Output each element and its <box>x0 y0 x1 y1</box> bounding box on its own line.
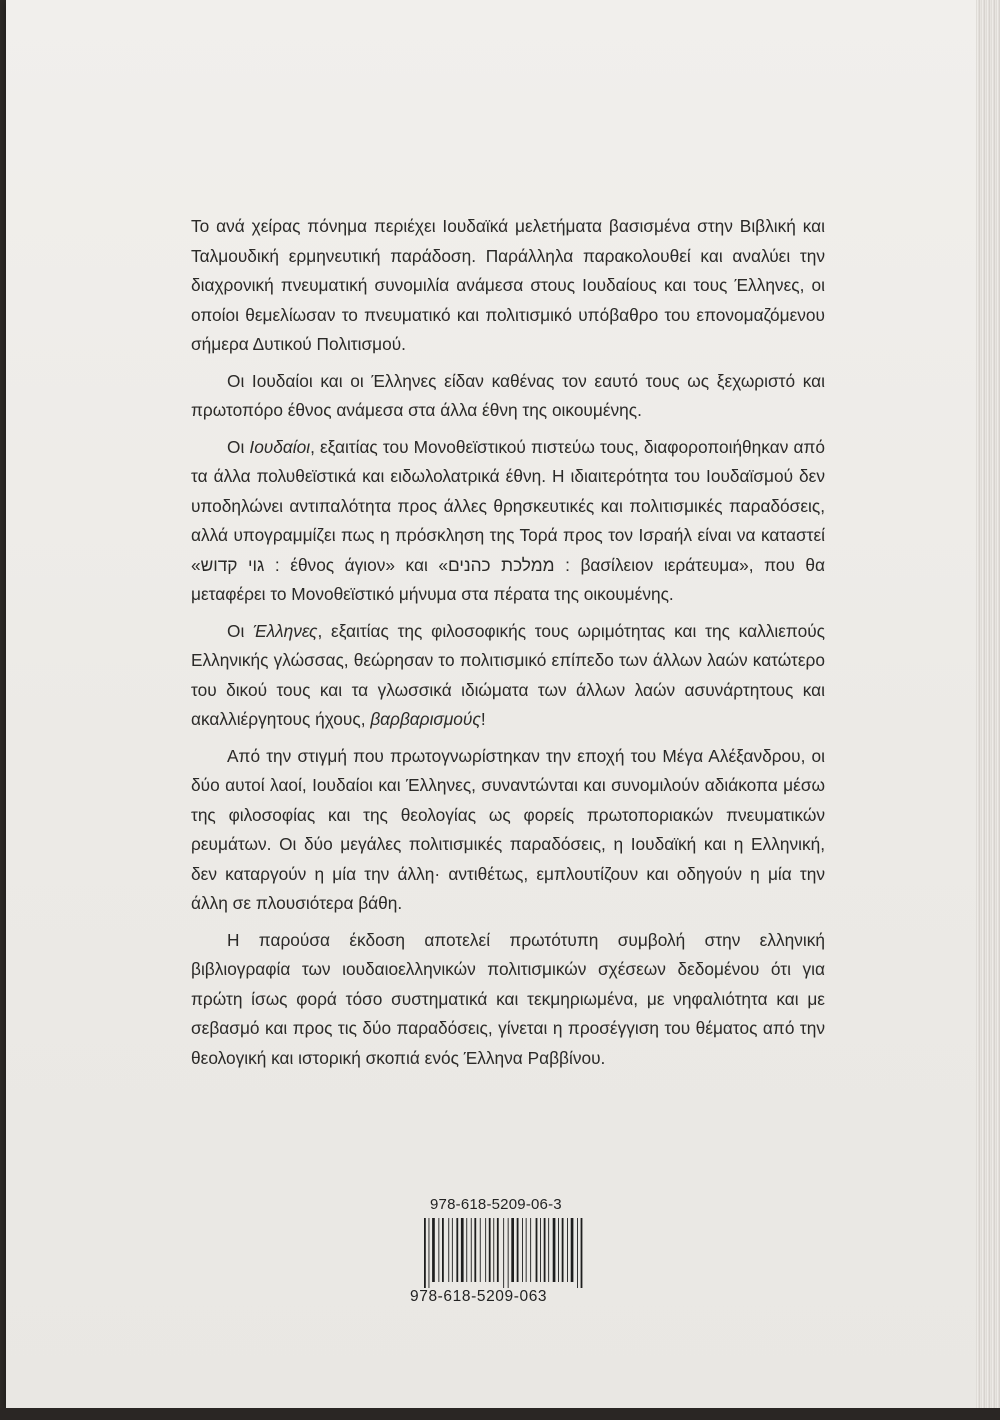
barcode-bar <box>432 1218 435 1282</box>
paragraph-text: Η παρούσα έκδοση αποτελεί πρωτότυπη συμβολή στην ελληνική βιβλιογραφία των ιουδαιοελληνικών πολιτισμικών σχέσεων δεδομένου ότι για πρώτη ίσως φορά τόσο συστηματικά και τεκμηριωμένα, με νηφαλιότητα και με σεβασμό και προς τις δύο παραδόσεις, γίνεται η προσέγγιση του θέματος από την θεολογική και ιστορική σκοπιά ενός Έλληνα Ραββίνου. <box>191 929 825 1068</box>
blurb-paragraph <box>191 433 825 610</box>
barcode-bar <box>493 1218 494 1282</box>
barcode-bar <box>503 1218 504 1288</box>
barcode-bar <box>508 1218 509 1288</box>
paragraph-text: ! <box>480 709 486 729</box>
barcode-bar <box>442 1218 444 1282</box>
barcode-bar <box>438 1218 439 1282</box>
barcode-bar <box>540 1218 541 1282</box>
barcode-bar <box>480 1218 481 1282</box>
barcode-bar <box>530 1218 531 1282</box>
barcode-bar <box>536 1218 538 1282</box>
paragraph-text: Οι <box>227 436 250 457</box>
paragraph-text: , εξαιτίας της φιλοσοφικής τους ωριμότητας και της καλλιεπούς Ελληνικής γλώσσας, θεώρησαν το πολιτισμικό επίπεδο των άλλων λαών κατώτερο του δικού τους και τα γλωσσικά ιδιώματα των άλλων λαών ασυνάρτητους και ακαλλιέργητους ήχους, <box>191 620 825 729</box>
italic-term: Έλληνες <box>253 620 318 641</box>
blurb-paragraph <box>191 742 825 919</box>
barcode-bar <box>522 1218 523 1282</box>
italic-term: βαρβαρισμούς <box>370 709 481 729</box>
blurb-paragraph <box>191 212 825 360</box>
barcode-bar <box>571 1218 574 1282</box>
barcode-bar <box>497 1218 499 1282</box>
barcode-bar <box>474 1218 476 1282</box>
barcode-bar <box>526 1218 527 1282</box>
barcode-bar <box>558 1218 559 1282</box>
barcode-bar <box>581 1218 583 1288</box>
barcode-bar <box>544 1218 546 1282</box>
isbn-bottom-label: 978-618-5209-063 <box>410 1288 548 1305</box>
barcode-bar <box>553 1218 556 1282</box>
blurb-paragraph <box>191 367 825 426</box>
page-edges <box>976 0 1000 1412</box>
barcode-bar <box>466 1218 467 1282</box>
barcode-bar <box>548 1218 549 1282</box>
barcode-bar <box>429 1218 430 1288</box>
blurb-paragraph <box>191 926 825 1074</box>
blurb-text <box>191 212 825 1080</box>
paragraph-text: Το ανά χείρας πόνημα περιέχει Ιουδαϊκά μελετήματα βασισμένα στην Βιβλική και Ταλμουδική ερμηνευτική παράδοση. Παράλληλα παρακολουθεί και αναλύει την διαχρονική πνευματική συνομιλία ανάμεσα στους Ιουδαίους και τους Έλληνες, οι οποίοι θεμελίωσαν το πνευματικό και πολιτισμικό υπόβαθρο του επονομαζόμενου σήμερα Δυτικού Πολιτισμού. <box>191 216 825 354</box>
blurb-paragraph <box>191 617 825 735</box>
barcode-bar <box>485 1218 486 1282</box>
barcode-bar <box>461 1218 464 1282</box>
paragraph-text: Οι Ιουδαίοι και οι Έλληνες είδαν καθένας τον εαυτό τους ως ξεχωριστό και πρωτοπόρο έθνος ανάμεσα στα άλλα έθνη της οικουμένης. <box>191 370 825 420</box>
paragraph-text: Οι <box>227 620 254 641</box>
barcode-bar <box>511 1218 514 1282</box>
barcode-bar <box>567 1218 568 1282</box>
barcode-bar <box>517 1218 519 1282</box>
barcode-bar <box>562 1218 564 1282</box>
table-edge <box>0 1408 1000 1420</box>
italic-term: Ιουδαίοι <box>249 436 311 457</box>
paragraph-text: Από την στιγμή που πρωτογνωρίστηκαν την εποχή του Μέγα Αλέξανδρου, οι δύο αυτοί λαοί, Ιουδαίοι και Έλληνες, συναντώνται και συνομιλούν αδιάκοπα μέσω της φιλοσοφίας και της θεολογίας ως φορείς πρωτοποριακών πνευματικών ρευμάτων. Οι δύο μεγάλες πολιτισμικές παραδόσεις, η Ιουδαϊκή και η Ελληνική, δεν καταργούν η μία την άλλη· αντιθέτως, εμπλουτίζουν και οδηγούν η μία την άλλη σε πλουσιότερα βάθη. <box>191 745 825 913</box>
paragraph-text: , εξαιτίας του Μονοθεϊστικού πιστεύω τους, διαφοροποιήθηκαν από τα άλλα πολυθεϊστικά και ειδωλολατρικά έθνη. Η ιδιαιτερότητα του Ιουδαϊσμού δεν υποδηλώνει αντιπαλότητα προς άλλες θρησκευτικές και πολιτισμικές παραδόσεις, αλλά υπογραμμίζει πως η πρόσκληση της Τορά προς τον Ισραήλ είναι να καταστεί «גוי קדוש : έθνος άγιον» και «ממלכת כהנים : βασίλειον ιεράτευμα», που θα μεταφέρει το Μονοθεϊστικό μήνυμα στα πέρατα της οικουμένης. <box>191 436 825 604</box>
barcode-bar <box>424 1218 426 1288</box>
isbn-barcode-block <box>410 1196 630 1314</box>
barcode-bar <box>456 1218 458 1282</box>
barcode-bar <box>471 1218 472 1282</box>
barcode-bar <box>448 1218 449 1282</box>
barcode-bar <box>452 1218 453 1282</box>
barcode-bar <box>489 1218 491 1282</box>
barcode-bar <box>577 1218 578 1288</box>
book-back-cover <box>6 0 978 1410</box>
isbn-top-label: 978-618-5209-06-3 <box>430 1196 562 1213</box>
barcode-image <box>424 1218 602 1288</box>
